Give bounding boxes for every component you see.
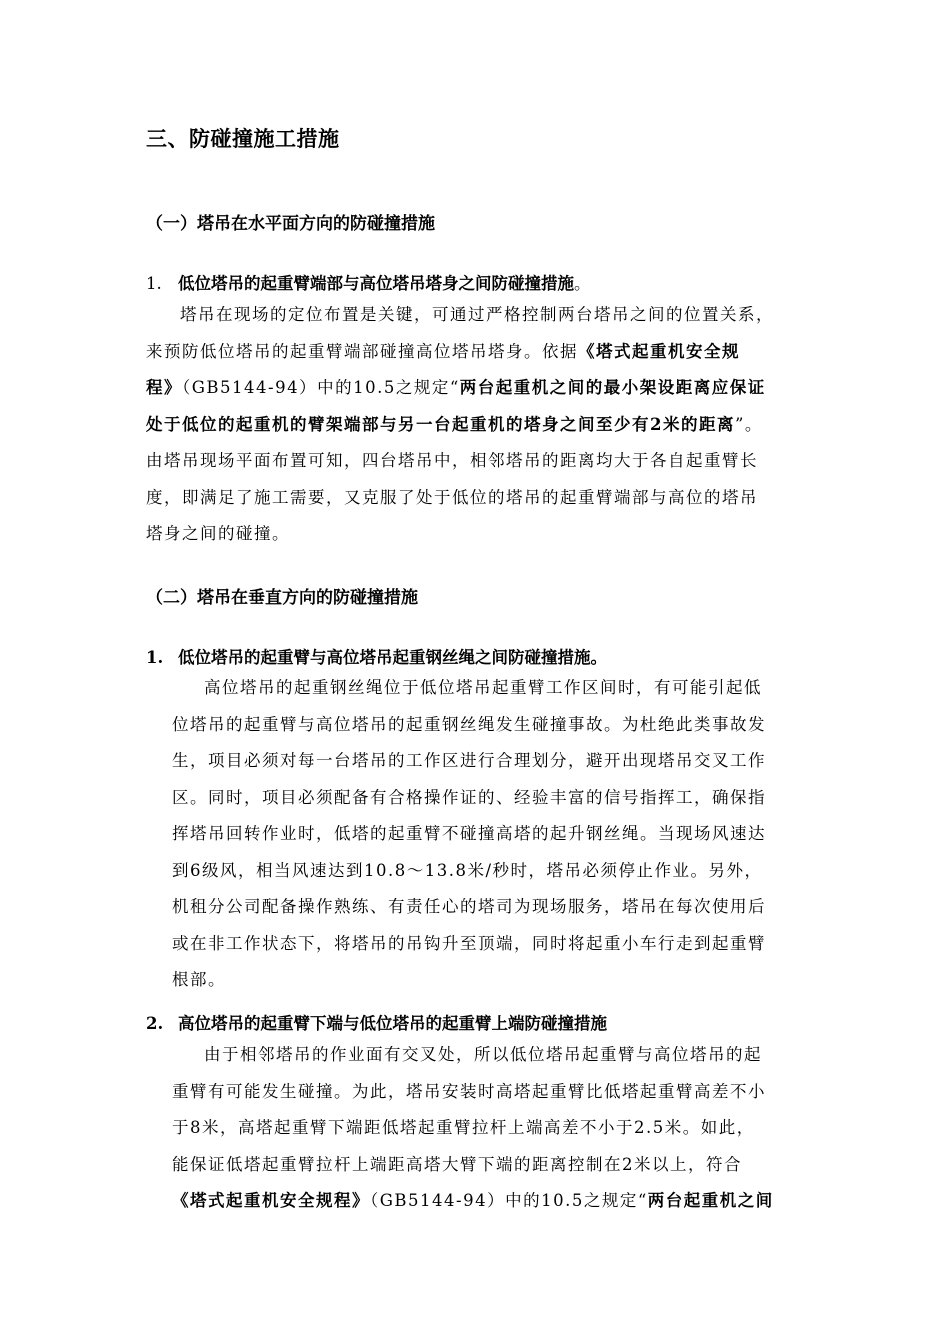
paragraph-line: 重臂有可能发生碰撞。为此，塔吊安装时高塔起重臂比低塔起重臂高差不小	[172, 1081, 766, 1101]
paragraph-line: 区。同时，项目必须配备有合格操作证的、经验丰富的信号指挥工，确保指	[172, 787, 766, 807]
paragraph-line: 由于相邻塔吊的作业面有交叉处，所以低位塔吊起重臂与高位塔吊的起	[204, 1045, 762, 1064]
subsection-heading-vertical: （二）塔吊在垂直方向的防碰撞措施	[146, 588, 418, 608]
list-item-1-horizontal	[146, 270, 591, 294]
list-item-1-vertical	[146, 644, 607, 668]
paragraph-line: 由塔吊现场平面布置可知，四台塔吊中，相邻塔吊的距离均大于各自起重臂长	[146, 451, 758, 470]
paragraph-line: 能保证低塔起重臂拉杆上端距高塔大臂下端的距离控制在2米以上，符合	[172, 1154, 742, 1174]
list-number: 1.	[146, 274, 162, 293]
paragraph-line: 塔吊在现场的定位布置是关键，可通过严格控制两台塔吊之间的位置关系，	[180, 305, 774, 324]
paragraph-line: 挥塔吊回转作业时，低塔的起重臂不碰撞高塔的起升钢丝绳。当现场风速达	[172, 824, 766, 843]
paragraph-vertical-1	[172, 670, 766, 999]
paragraph-line: 程》（GB5144-94）中的10.5之规定“两台起重机之间的最小架设距离应保证	[146, 378, 766, 397]
paragraph-line: 处于低位的起重机的臂架端部与另一台起重机的塔身之间至少有2米的距离”。	[146, 414, 763, 434]
list-number: 2.	[146, 1014, 164, 1033]
paragraph-line: 来预防低位塔吊的起重臂端部碰撞高位塔吊塔身。依据《塔式起重机安全规	[146, 341, 740, 361]
paragraph-line: 机租分公司配备操作熟练、有责任心的塔司为现场服务，塔吊在每次使用后	[172, 897, 766, 916]
paragraph-line: 度，即满足了施工需要，又克服了处于低位的塔吊的起重臂端部与高位的塔吊	[146, 487, 758, 507]
paragraph-line: 生，项目必须对每一台塔吊的工作区进行合理划分，避开出现塔吊交叉工作	[172, 751, 766, 770]
paragraph-line: 到6级风，相当风速达到10.8～13.8米/秒时，塔吊必须停止作业。另外，	[172, 860, 763, 880]
list-number: 1.	[146, 648, 164, 667]
paragraph-line: 《塔式起重机安全规程》（GB5144-94）中的10.5之规定“两台起重机之间	[172, 1191, 774, 1210]
list-item-tail: 。	[574, 274, 591, 293]
paragraph-line: 或在非工作状态下，将塔吊的吊钩升至顶端，同时将起重小车行走到起重臂	[172, 933, 766, 953]
list-item-title: 高位塔吊的起重臂下端与低位塔吊的起重臂上端防碰撞措施	[178, 1014, 607, 1033]
list-item-title: 低位塔吊的起重臂端部与高位塔吊塔身之间防碰撞措施	[178, 274, 574, 293]
paragraph-horizontal	[146, 297, 774, 553]
paragraph-line: 于8米，高塔起重臂下端距低塔起重臂拉杆上端高差不小于2.5米。如此，	[172, 1118, 755, 1137]
list-item-2-vertical	[146, 1010, 607, 1034]
paragraph-line: 位塔吊的起重臂与高位塔吊的起重钢丝绳发生碰撞事故。为杜绝此类事故发	[172, 714, 766, 734]
paragraph-line: 塔身之间的碰撞。	[146, 524, 290, 543]
section-title: 三、防碰撞施工措施	[146, 127, 340, 151]
subsection-heading-horizontal: （一）塔吊在水平面方向的防碰撞措施	[146, 214, 435, 234]
paragraph-line: 高位塔吊的起重钢丝绳位于低位塔吊起重臂工作区间时，有可能引起低	[204, 678, 762, 697]
list-item-title: 低位塔吊的起重臂与高位塔吊起重钢丝绳之间防碰撞措施。	[178, 648, 607, 667]
paragraph-vertical-2	[172, 1037, 774, 1220]
paragraph-line: 根部。	[172, 970, 226, 989]
